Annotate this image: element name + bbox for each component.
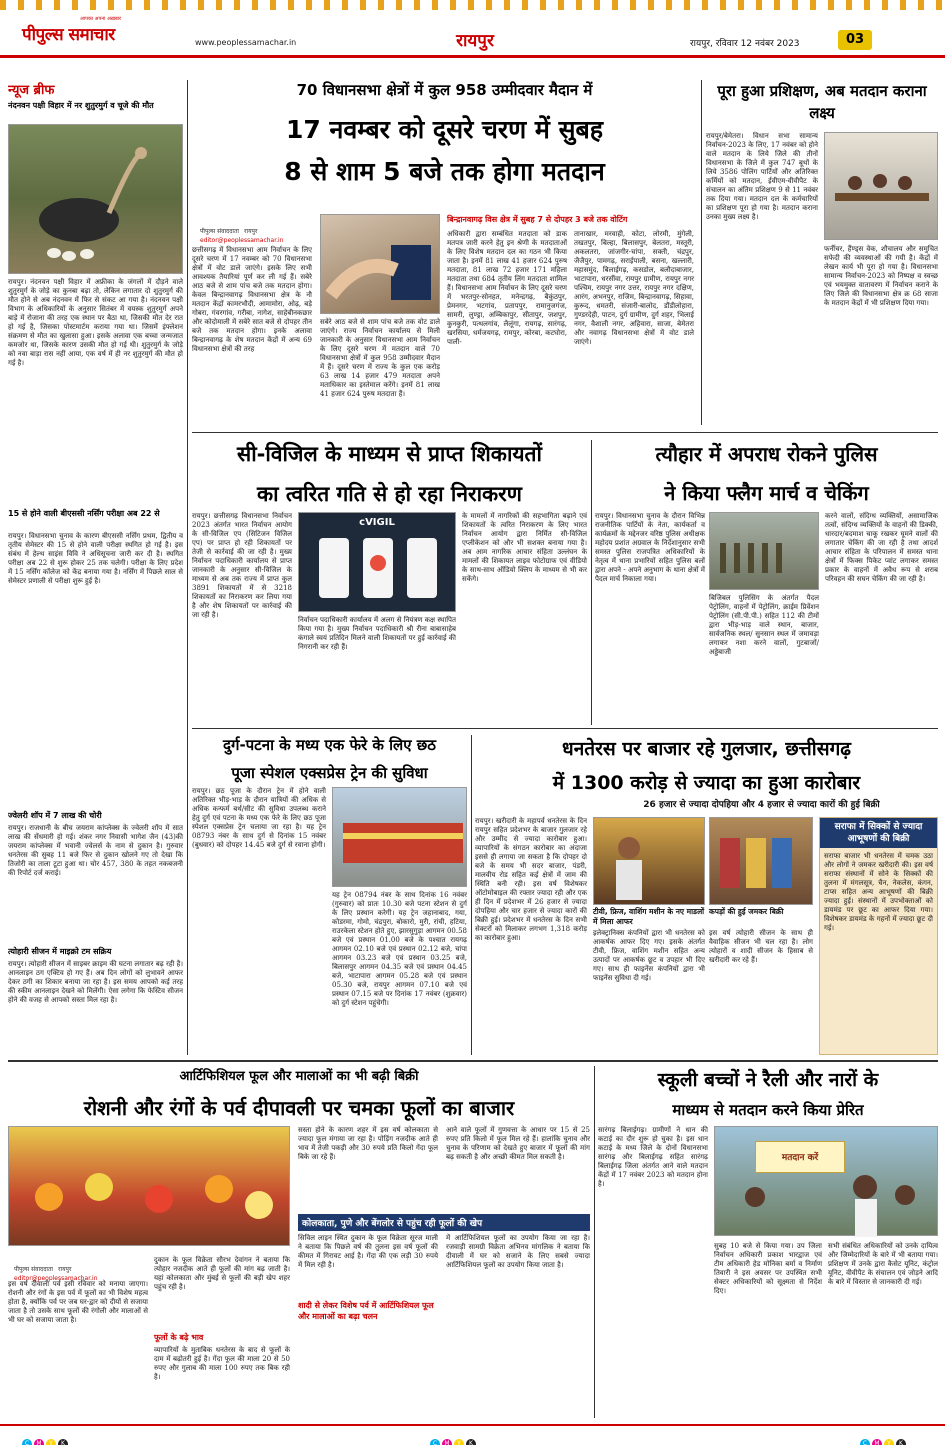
flowers-byline-email[interactable]: editor@peoplessamachar.in: [14, 1275, 98, 1282]
news-brief-label: न्यूज ब्रीफ: [8, 83, 55, 98]
dhanteras-headline-line2: में 1300 करोड़ से ज्यादा का हुआ कारोबार: [552, 772, 861, 794]
clothes-shop-photo: [709, 817, 813, 905]
flowers-col4: आने वाले फूलों में गुणवत्ता के आधार पर 15 से 25 रुपए प्रति किलो में फूल मिल रहे हैं। हालांकि चुनाव और चुनाव के परिणाम को देखते हुए बाजार में फूलों की मांग बढ़ सकती है और अच्छी कीमत मिल सकती है।: [446, 1126, 590, 1161]
cmyk-dot-m: M: [872, 1439, 882, 1445]
lead-col4: तानाखार, मरवाही, कोटा, लोरमी, मुंगेली, तखतपुर, बिल्हा, बिलासपुर, बेलतरा, मस्तूरी, अकलतरा, जांजगीर-चांपा, सक्ती, चंद्रपुर, जैजैपुर, पामगढ़, सराईपाली, बसना, खल्लारी, महासमुंद, बिलाईगढ़, कसडोल, बलौदाबाजार, भाटापारा, धरसींवा, रायपुर ग्रामीण, रायपुर नगर पश्चिम, रायपुर नगर उत्तर, रायपुर नगर दक्षिण, आरंग, अभनपुर, राजिम, बिन्द्रानवागढ़, सिहावा, कुरूद, धमतरी, संजारी-बालोद, डौंडीलोहारा, गुण्डरदेही, पाटन, दुर्ग ग्रामीण, दुर्ग शहर, भिलाई नगर, वैशाली नगर, अहिवारा, साजा, बेमेतरा और नवागढ़ विधानसभा क्षेत्रों में वोट डाले जाएंगे।: [574, 230, 694, 346]
train-col1: रायपुर। छठ पूजा के दौरान ट्रेन में होने वाली अतिरिक्त भीड़-भाड़ के दौरान यात्रियों की अधिक से अधिक कन्फर्म बर्थ/सीट की सुविधा उपलब्ध कराने हेतु दुर्ग एवं पटना के मध्य एक फेरे के लिए छठ पूजा स्पेशल एक्सप्रेस ट्रेन चलाया जा रहा है। यह ट्रेन 08793 नंबर के साथ दुर्ग से दिनांक 15 नवंबर (बुधवार) को दोपहर 14.45 बजे दुर्ग से रवाना होगी।: [192, 787, 326, 849]
lead-byline-city: रायपुर: [244, 228, 258, 235]
cmyk-dot-y: Y: [884, 1439, 894, 1445]
flowers-col1: इस वर्ष दीवाली पर्व इसी रविवार को मनाया जाएगा। रोशनी और रंगों के इस पर्व में फूलों का भी विशेष महत्व होता है, क्योंकि पर्व पर जब घर-द्वार को दीयों से सजाया जाता है तो उसके साथ फूलों की रंगोली और मालाओं से भी घर को सजाया जाता है।: [8, 1280, 148, 1324]
police-headline-line2: ने किया फ्लैग मार्च व चेकिंग: [664, 481, 869, 505]
clothes-illustration: [710, 818, 814, 906]
train-headline-line2: पूजा स्पेशल एक्सप्रेस ट्रेन की सुविधा: [231, 764, 428, 782]
cmyk-dot-y: Y: [46, 1439, 56, 1445]
school-headline-line2: माध्यम से मतदान करने किया प्रेरित: [672, 1101, 864, 1119]
ostrich-photo: [8, 124, 183, 274]
brief-jewelry-body: रायपुर। राजधानी के बीच जयराम कांप्लेक्स के ज्वेलरी शॉप में सात लाख की सेंधमारी हो गई। शंकर नगर निवासी भागेश जैन (43)की जयराम कांप्लेक्स में भवानी ज्वेलर्स के नाम से दुकान है। गुरुवार धनतेरस की सुबह 11 बजे फिर से दुकान खोलने गए तो देखा कि तिजोरी का ताला टूटा हुआ था। चोर 457, 380 के तहत नकबजनी की रिपोर्ट दर्ज कराई।: [8, 824, 183, 877]
sarafa-sidebar: [819, 817, 938, 1055]
cmyk-dot-k: K: [896, 1439, 906, 1445]
column-rule-train: [471, 735, 472, 1055]
column-rule-left: [187, 80, 188, 1055]
flowers-col2: दुकान के फूल विक्रेता सौरभ देवांगन ने बताया कि त्योहार नजदीक आते ही फूलों की मांग बढ़ जाती है। यहां कोलकाता और मुंबई से फूलों की बड़ी खेप शहर पहुंच रही है।: [154, 1256, 290, 1291]
cvigil-headline-line1: सी-विजिल के माध्यम से प्राप्त शिकायतों: [237, 442, 542, 466]
train-headline-line1: दुर्ग-पटना के मध्य एक फेरे के लिए छठ: [223, 736, 436, 754]
cmyk-dot-c: C: [860, 1439, 870, 1445]
masthead-logo-box: [22, 16, 192, 50]
cmyk-dot-c: C: [430, 1439, 440, 1445]
lead-headline-line1: 17 नवम्बर को दूसरे चरण में सुबह: [285, 115, 604, 144]
police-col3: करने वालों, संदिग्ध व्यक्तियों, असामाजिक तत्वों, संदिग्ध व्यक्तियों के वाहनों की डिक्की, धारदार/बदमाश चाकू रखकर घूमने वालों की लगातार चेकिंग की जा रही है तथा आदर्श आचार संहिता के परिपालन में समस्त थाना क्षेत्रों में फिक्स पिकेट प्वांट लगाकर समस्त प्रकार के वाहनों में अवैध रूप से शराब परिवहन की सघन चेकिंग की जा रही है।: [825, 512, 938, 583]
lead-col2: सबेरे आठ बजे से शाम पांच बजे तक वोट डाले जाएंगे। राज्य निर्वाचन कार्यालय से मिली जानकारी के अनुसार विधानसभा आम निर्वाचन के लिए दूसरे चरण में मतदान वाले 70 विधानसभा क्षेत्रों में कुल 958 उम्मीदवार मैदान में हैं। दूसरे चरण में राज्य के कुल एक करोड़ 63 लाख 14 हजार 479 मतदाता अपने मताधिकार का इस्तेमाल करेंगे। इनमें 81 लाख 41 हजार 624 पुरुष मतदाता हैं।: [320, 318, 440, 398]
masthead-date: रायपुर, रविवार 12 नवंबर 2023: [690, 39, 800, 49]
flowers-story: [8, 1066, 590, 1418]
masthead-rule: [0, 55, 945, 58]
police-march-illustration: [710, 513, 820, 591]
training-col2: फर्नीचर, हैंण्ड्स वेक, शौचालय और समुचित सफेदी की व्यवस्थाओं की गयी है। केंद्रों में लेखन कार्य भी पूरा हो गया है। विधानसभा सामान्य निर्वाचन-2023 को निष्पक्ष व स्वच्छ एवं भयमुक्त वातावरण में निर्वाचन कराने के लिए जिले की विधानसभा क्षेत्र क्र 68 साजा के मतदान केंद्रों में भी प्रशिक्षण दिया गया।: [824, 245, 938, 307]
cvigil-app-graphic: [298, 512, 456, 612]
cmyk-dot-c: C: [22, 1439, 32, 1445]
police-col1: रायपुर। विधानसभा चुनाव के दौरान विभिन्न राजनीतिक पार्टियों के नेता, कार्यकर्ता व कार्यक्रमों के मद्देनजर वरिष्ठ पुलिस अधीक्षक महोदय प्रशांत अग्रवाल के निर्देशानुसार सभी समस्त पुलिस राजपत्रित अधिकारियों के नेतृत्व में थाना प्रभारियों सहित पुलिस बलों द्वारा अपने - अपने अनुभाग के थाना क्षेत्रों में पैदल मार्च निकाला गया।: [595, 512, 705, 583]
brief-cyber-body: रायपुर। त्योहारी सीजन में साइबर क्राइम की घटना लगातार बढ़ रही है। आनलाइन ठग एक्टिव हो गए हैं। अब दिन लोगों को लुभावने आफर देकर ठगी का शिकार बनाया जा रहा है। इस समय आपको कई तरह की स्कीम आनलाइन देखने को मिलेंगी। ऐसा लगेगा कि फेस्टिव सीजन होने की वजह से आपको सस्ता मिल रहा है।: [8, 960, 183, 1004]
phone-mockups-icon: [299, 528, 457, 608]
masthead-logo-tagline: आपका अपना अख़बार: [80, 16, 122, 22]
flowers-supply-subhead: कोलकाता, पुणे और बेंगलोर से पहुंच रही फूलों की खेप: [298, 1214, 590, 1231]
section-rule-2: [192, 728, 938, 729]
flowers-byline: [14, 1256, 154, 1282]
shopkeeper-illustration: [594, 818, 706, 906]
training-story: [706, 80, 938, 425]
dhanteras-headline-line1: धनतेरस पर बाजार रहे गुलजार, छत्तीसगढ़: [562, 738, 851, 760]
dhanteras-caption1-body: इलेक्ट्रानिक्स कंपनियों द्वारा भी धनतेरस को आकर्षक आफर दिए गए। इसके अंतर्गत टीवी, फ्रिज, वाशिंग मशीन सहित अन्य उत्पादों पर आकर्षक छूट व उपहार भी दिए गए। साथ ही फाइनेंस कंपनियों द्वारा भी फाइनेंस सुविधा दी गई।: [593, 929, 705, 982]
lead-subhead: बिन्द्रानवागढ़ विस क्षेत्र में सुबह 7 से दोपहर 3 बजे तक वोटिंग: [447, 215, 628, 224]
lead-story: [192, 80, 697, 430]
brief-nursing-body: रायपुर। विधानसभा चुनाव के कारण बीएससी नर्सिंग प्रथम, द्वितीय व तृतीय सेमेस्टर की 15 से होने वाली परीक्षा स्थगित हो गई है। इस संबंध में हेल्थ साइंस विवि ने अधिसूचना जारी कर दी है। स्थगित परीक्षा अब 22 से शुरू होकर 25 तक चलेगी। परीक्षा के लिए प्रदेश में 15 नर्सिंग कॉलेज को केंद्र बनाया गया है। नर्सिंग में पिछले साल से सेमेस्टर प्रणाली से परीक्षा शुरू हुई है।: [8, 532, 183, 585]
police-march-photo: [709, 512, 819, 590]
sarafa-body: सराफा बाजार भी धनतेरस में चमक उठा और लोगों ने जमकर खरीदारी की। इस वर्ष सराफा संस्थानों में सोने के सिक्कों की तुलना में मंगलसूत्र, चैन, नेकलेस, कंगन, टाप्स सहित अन्य आभूषणों की बिक्री ज्यादा हुई। संस्थानों में उपभोक्ताओं को डायमंड पर छूट का आफर दिया गया। विशेषकर डायमंड के गहनों में ज्यादा छूट दी गई।: [824, 852, 933, 932]
training-col1: रायपुर/बेमेतरा। विधान सभा सामान्य निर्वाचन-2023 के लिए, 17 नवंबर को होने वाले मतदान के लिये जिले की तीनों विधानसभा के जिले में कुल 747 बूथों के लिये 3586 पोलिंग पार्टियों और अतिरिक्त कर्मियों को मतदान, ईवीएम-वीवीपैट के संचालन का अंतिम प्रशिक्षण 9 से 11 नवंबर तक दिया गया। मतदान दल के कर्मचारियों का प्रशिक्षण पूरा हो गया है। मतदान कराना उनका मुख्य लक्ष्य है।: [706, 132, 818, 221]
school-rally-photo: [714, 1126, 938, 1236]
school-col1: सारंगढ़ बिलाईगढ़। ग्रामीणों ने धान की कटाई का दौर शुरू हो चुका है। इस धान कटाई के मध्य जिले के दोनों विधानसभा सारंगढ़ और बिलाईगढ़ सहित सारंगढ़ बिलाईगढ़ जिला अंतर्गत आने वाले मतदान केंद्रों में 17 नवंबर 2023 को मतदान होना है।: [598, 1126, 708, 1188]
lead-byline-email[interactable]: editor@peoplessamachar.in: [200, 237, 284, 244]
masthead-page-number: 03: [838, 30, 872, 50]
cvigil-col3: के मामलों में नागरिकों की सहभागिता बढ़ाने एवं शिकायतों के त्वरित निराकरण के लिए भारत निर्वाचन आयोग द्वारा निर्मित सी-विजिल एप्लीकेशन को और भी सशक्त बनाया गया है। अब आम नागरिक आचार संहिता उल्लंघन के मामलों की शिकायत लाइव फोटोग्राफ एवं वीडियो के साथ-साथ ऑडियो क्लिप के माध्यम से भी कर सकेंगे।: [462, 512, 587, 583]
police-headline-line1: त्यौहार में अपराध रोकने पुलिस: [655, 442, 878, 466]
column-rule-right: [701, 80, 702, 425]
brief-ostrich-body: रायपुर। नंदनवन पक्षी विहार में अफ्रीका के जंगलों में दौड़ने वाले शुतुरमुर्ग के जोड़े का कुनबा बढ़ा तो, लेकिन लगातार दो शुतुरमुर्ग की मौत होने से अब नंदनवन में फिर से संकट आ गया है। नंदनवन पक्षी विभाग के अधिकारियों के अनुसार सितंबर में वयस्क शुतुरमुर्ग अपने बाड़े में रोजाना की तरह एक स्थान पर बैठा था, जिसकी मौत देर रात हो गई है, जिसका पोस्टमार्टम कराया गया था। जिसमें इंफ्लेशन संक्रमण से मौत का खुलासा हुआ। इसके अलावा एक बच्चा जन्मजात कमजोर था, जिसके कारण उसकी मौत हो गई थी। शुतुरमुर्ग के जोड़े को नवा बाड़ा रास नहीं आया, एक वर्ष में ही नर शुतुरमुर्ग की मौत हो गई है।: [8, 278, 183, 367]
dhanteras-caption1: टीवी, फ्रिज, वाशिंग मशीन के नए माडलों में मिला आफर: [593, 907, 705, 926]
section-rule-1: [192, 432, 938, 433]
masthead: [0, 0, 945, 58]
cvigil-app-title: cVIGIL: [359, 517, 395, 528]
flowers-byline-name: पीपुल्स संवाददाता: [14, 1266, 53, 1273]
column-rule-mid: [591, 440, 592, 725]
flower-garlands-illustration: [9, 1127, 291, 1247]
masthead-logo: पीपुल्स समाचार: [22, 25, 115, 45]
voting-hand-illustration: [321, 215, 441, 315]
school-story: [598, 1066, 938, 1418]
train-photo: [332, 787, 467, 887]
brief-nursing-title: 15 से होने वाली बीएससी नर्सिंग परीक्षा अब 22 से: [8, 509, 160, 518]
train-illustration: [333, 788, 467, 888]
lead-byline-name: पीपुल्स संवाददाता: [200, 228, 239, 235]
dhanteras-story: [475, 735, 938, 1055]
sarafa-title: सराफा में सिक्कों से ज्यादा आभूषणों की बिक्री: [820, 818, 937, 848]
train-col2: यह ट्रेन 08794 नंबर के साथ दिनांक 16 नवंबर (गुरुवार) को प्रातः 10.30 बजे पटना स्टेशन से दुर्ग के लिए प्रस्थान करेगी। यह ट्रेन जहानाबाद, गया, कोडरमा, गोमो, चंद्रपुरा, बोकारो, मुरी, रांची, हटिया, राउरकेला स्टेशन होते हुए, झारसुगुड़ा आगमन 00.58 बजे एवं प्रस्थान 01.00 बजे के पश्चात रायगढ़ आगमन 02.10 बजे एवं प्रस्थान 02.12 बजे, चांपा आगमन 03.23 बजे एवं प्रस्थान 03.25 बजे, बिलासपुर आगमन 04.35 बजे एवं प्रस्थान 04.45 बजे, भाटापारा आगमन 05.28 बजे एवं प्रस्थान 05.30 बजे, रायपुर आगमन 07.10 बजे एवं प्रस्थान 07.15 बजे पर दिनांक 17 नवंबर (शुक्रवार) को दुर्ग स्टेशन पहुंचेगी।: [332, 891, 467, 1007]
flowers-col5: सिविल लाइन स्थित दुकान के फूल विक्रेता सूरज माली ने बताया कि पिछले वर्ष की तुलना इस वर्ष फूलों की कीमत में गिरावट आई है। गेंदा की एक लड़ी 30 रुपये में मिल रही है।: [298, 1234, 438, 1269]
brief-ostrich-title: नंदनवन पक्षी विहार में नर शुतुरमुर्ग व चूजे की मौत: [8, 101, 154, 110]
school-col2: सुबह 10 बजे से किया गया। उप जिला निर्वाचन अधिकारी प्रकाश भारद्वाज एवं टीम अधिकारी हेड मोनिका बर्मा व निर्माण तिवारी ने इस अवसर पर उपस्थित सभी सेक्टर अधिकारियों को सूक्ष्मता से निर्देश दिए।: [714, 1242, 822, 1295]
train-story: [192, 735, 467, 1055]
cmyk-dot-k: K: [58, 1439, 68, 1445]
cvigil-col2: निर्वाचन पदाधिकारी कार्यालय में अलग से नियंत्रण कक्ष स्थापित किया गया है। मुख्य निर्वाचन पदाधिकारी श्री रीना बाबासाहेब कंगाले स्वयं प्रतिदिन मिलने वाली शिकायतों पर हुई कार्रवाई की निगरानी कर रही हैं।: [298, 616, 456, 651]
flowers-col6: में आर्टिफिशियल फूलों का उपयोग किया जा रहा है। रजवाड़ी सामग्री विक्रेता अभिनव मांगलिक ने बताया कि दीवाली में घर को सजाने के लिए सबसे ज्यादा आर्टिफिशियल फूलों का उपयोग किया जाता है।: [446, 1234, 590, 1269]
classroom-illustration: [825, 133, 938, 241]
cmyk-dot-y: Y: [454, 1439, 464, 1445]
cvigil-col1: रायपुर। छत्तीसगढ़ विधानसभा निर्वाचन 2023 अंतर्गत भारत निर्वाचन आयोग के सी-विजिल एप (सिटिजन विजिल एप) पर प्राप्त हो रही शिकायतों पर तेजी से कार्रवाई की जा रही है। मुख्य निर्वाचन पदाधिकारी कार्यालय से प्राप्त जानकारी के अनुसार सी-विजिल के माध्यम से अब तक राज्य में प्राप्त कुल 3891 शिकायतों में से 3218 शिकायतों का निराकरण कर लिया गया है और शेष शिकायतों पर कार्रवाई की जा रही है।: [192, 512, 292, 619]
training-photo: [824, 132, 938, 240]
school-col3: सभी संबंधित अधिकारियों को उनके दायित्व और जिम्मेदारियों के बारे में भी बताया गया। प्रशिक्षण में उनके द्वारा कैसेट यूनिट, कंट्रोल यूनिट, वीवीपैट के संचालन एवं जोड़ने आदि के बारे में विस्तार से जानकारी दी गई।: [828, 1242, 938, 1286]
cmyk-marks-center: [430, 1430, 478, 1445]
cmyk-dot-k: K: [466, 1439, 476, 1445]
masthead-city: रायपुर: [456, 31, 494, 51]
jewelry-shop-photo: [593, 817, 705, 905]
column-rule-bottom: [594, 1066, 595, 1418]
lead-byline: [200, 218, 320, 244]
police-story: [595, 440, 938, 725]
masthead-diya-border: [0, 0, 945, 10]
police-col2: बिजिबल पुलिसिंग के अंतर्गत पैदल पेट्रोलिंग, वाहनों में पेट्रोलिंग, क्राईम प्रिवेंशन पेट्रोलिंग (सी.पी.पी.) सहित 112 की टीमों द्वारा भीड़-भाड़ वाले स्थान, बाजार, सार्वजनिक स्थल/ सुनसान स्थल में जमावड़ा लगाकर नशा करने वालों, गुटबाजों/ अड्डेबाजी: [709, 594, 819, 656]
footer-rule: [0, 1424, 945, 1426]
brief-jewelry-title: ज्वेलरी शॉप में 7 लाख की चोरी: [8, 811, 102, 820]
news-brief-column: [8, 80, 183, 1055]
cmyk-dot-m: M: [34, 1439, 44, 1445]
dhanteras-subhead: 26 हजार से ज्यादा दोपहिया और 4 हजार से ज्यादा कारों की हुई बिक्री: [643, 800, 880, 810]
training-headline: पूरा हुआ प्रशिक्षण, अब मतदान कराना लक्ष्य: [717, 82, 927, 122]
lead-voting-photo: [320, 214, 440, 314]
flowers-artificial-subhead: शादी से लेकर विशेष पर्व में आर्टिफिशियल फूल और मालाओं का बढ़ा चलन: [298, 1301, 434, 1321]
lead-col1: छत्तीसगढ़ में विधानसभा आम निर्वाचन के लिए दूसरे चरण में 17 नवम्बर को 70 विधानसभा क्षेत्रों में वोट डाले जाएंगे। इसके लिए सभी आवश्यक तैयारियां पूर्ण कर ली गई हैं। सबेरे आठ बजे से शाम पांच बजे तक मतदान होगा। केवल बिन्द्रानवागढ़ विधानसभा क्षेत्र के नौ मतदान केंद्रों कामरभौदी, आमामोरा, ओढ़, बड़े गोबरा, गंवरगांव, गरीबा, नागेश, साहेबीनकछार और कोदोमाली में सबेरे सात बजे से दोपहर तीन बजे तक मतदान होगा। इनके अलावा बिन्द्रानवागढ़ के शेष मतदान केंद्रों में अन्य 69 विधानसभा क्षेत्रों की तरह: [192, 246, 312, 353]
dhanteras-caption2: कपड़ों की हुई जमकर बिक्री: [709, 907, 784, 916]
flowers-col2b: व्यापारियों के मुताबिक धनतेरस के बाद से फूलों के दाम में बढ़ोतरी हुई है। गेंदा फूल की माला 20 से 50 रुपए और गुलाब की माला 100 रुपए तक बिक रही है।: [154, 1346, 290, 1381]
dhanteras-col1: रायपुर। खरीदारी के महापर्व धनतेरस के दिन रायपुर सहित प्रदेशभर के बाजार गुलजार रहे और उम्मीद से ज्यादा कारोबार हुआ। व्यापारियों के संगठन कारोबार का अंदाजा इससे ही लगाया जा सकता है कि दोपहर दो बजे के समय भी सदर बाजार, पंडरी, मालवीय रोड सहित कई क्षेत्रों में जाम की स्थिति बनी रही। इस वर्ष विशेषकर ऑटोमोबाइल की रफ्तार ज्यादा रही और एक ही दिन में प्रदेशभर में 26 हजार से ज्यादा दोपहिया और चार हजार से ज्यादा कारों की बिक्री हुई। प्रदेशभर में धनतेरस के दिन सभी सेक्टरों को मिलाकर लगभग 1,318 करोड़ का कारोबार हुआ।: [475, 817, 587, 942]
dhanteras-caption2-body: इस वर्ष त्योहारी सीजन के साथ ही वैवाहिक सीजन भी चल रहा है। लोग त्योहारों व शादी सीजन के हिसाब से खरीदारी कर रहे हैं।: [709, 929, 813, 964]
flowers-rate-subhead: फूलों के बढ़े भाव: [154, 1333, 204, 1342]
lead-headline-line2: 8 से शाम 5 बजे तक होगा मतदान: [284, 157, 605, 186]
lead-col3: अधिकारी द्वारा सम्बंधित मतदाता को डाक मतपत्र जारी करने हेतु इन श्रेणी के मतदाताओं के लिए विशेष मतदान दल का गठन भी किया जाता है। इनमें 81 लाख 41 हजार 624 पुरुष मतदाता, 81 लाख 72 हजार 171 महिला मतदाता तथा 684 तृतीय लिंग मतदाता शामिल हैं। विधानसभा आम निर्वाचन के लिए दूसरे चरण में भरतपुर-सोनहत, मनेन्द्रगढ़, बैकुंठपुर, प्रेमनगर, भटगांव, प्रतापपुर, रामानुजगंज, सामरी, लुण्ड्रा, अम्बिकापुर, सीतापुर, जशपुर, कुनकुरी, पत्थलगांव, लैलूंगा, रायगढ़, सारंगढ़, खरसिया, धर्मजयगढ़, रामपुर, कोरबा, कटघोरा, पाली-: [447, 230, 567, 346]
ostrich-illustration: [9, 125, 183, 275]
cmyk-marks-left: [22, 1430, 70, 1445]
masthead-website[interactable]: www.peoplessamachar.in: [195, 38, 297, 47]
rally-banner: मतदान करें: [755, 1141, 845, 1173]
cvigil-headline-line2: का त्वरित गति से हो रहा निराकरण: [257, 482, 522, 506]
flowers-headline: रोशनी और रंगों के पर्व दीपावली पर चमका फूलों का बाजार: [83, 1096, 515, 1120]
cmyk-dot-m: M: [442, 1439, 452, 1445]
flowers-kicker: आर्टिफिशियल फूल और मालाओं का भी बढ़ी बिक्री: [179, 1069, 419, 1084]
flower-market-photo: [8, 1126, 290, 1246]
flowers-col3: सस्ता होने के कारण शहर में इस वर्ष कोलकाता से ज्यादा फूल मंगाया जा रहा है। पोड़िंग नजदीक आते ही भाव में तेजी पकड़ी और 30 रुपये प्रति किलो गेंदा फूल बिके जा रहे हैं।: [298, 1126, 438, 1161]
brief-cyber-title: त्योहारी सीजन में माइक्रो टम सक्रिय: [8, 947, 112, 956]
cvigil-story: [192, 440, 587, 725]
lead-kicker: 70 विधानसभा क्षेत्रों में कुल 958 उम्मीदवार मैदान में: [296, 81, 593, 99]
cmyk-marks-right: [860, 1430, 908, 1445]
school-headline-line1: स्कूली बच्चों ने रैली और नारों के: [657, 1069, 879, 1091]
flowers-byline-city: रायपुर: [58, 1266, 72, 1273]
footer-registration-marks: [0, 1424, 945, 1445]
section-rule-3: [8, 1060, 938, 1062]
